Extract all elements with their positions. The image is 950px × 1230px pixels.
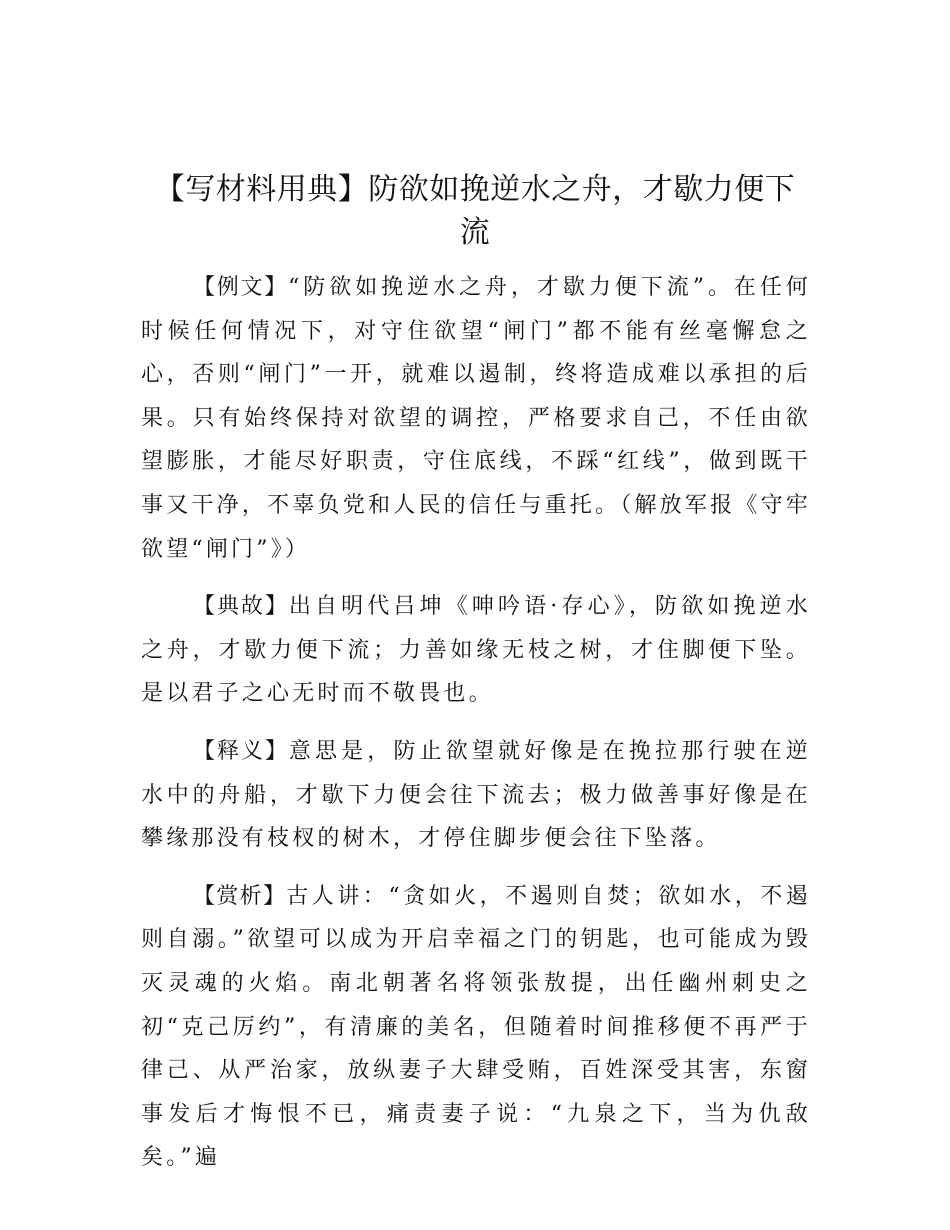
paragraph-text-interpretation: 意思是，防止欲望就好像是在挽拉那行驶在逆水中的舟船，才歇下力便会往下流去；极力做善事好像是在攀缘那没有枝杈的树木，才停住脚步便会往下坠落。 (141, 738, 811, 852)
paragraph-interpretation (141, 730, 811, 861)
document-title: 【写材料用典】防欲如挽逆水之舟，才歇力便下流 (154, 172, 796, 250)
paragraph-text-example: “防欲如挽逆水之舟，才歇力便下流”。在任何时候任何情况下，对守住欲望“闸门”都不能有丝毫懈怠之心，否则“闸门”一开，就难以遏制，终将造成难以承担的后果。只有始终保持对欲望的调控，严格要求自己，不任由欲望膨胀，才能尽好职责，守住底线，不踩“红线”，做到既干事又干净，不辜负党和人民的信任与重托。（解放军报《守牢欲望“闸门”》） (141, 275, 811, 562)
paragraph-label-example: 【例文】 (193, 275, 289, 300)
paragraph-analysis (141, 875, 811, 1180)
paragraph-label-analysis: 【赏析】 (193, 883, 287, 909)
paragraph-text-allusion: 出自明代吕坤《呻吟语·存心》，防欲如挽逆水之舟，才歇力便下流；力善如缘无枝之树，才住脚便下坠。是以君子之心无时而不敬畏也。 (141, 594, 811, 707)
paragraph-text-analysis: 古人讲：“贪如火，不遏则自焚；欲如水，不遏则自溺。”欲望可以成为开启幸福之门的钥匙，也可能成为毁灭灵魂的火焰。南北朝著名将领张敖提，出任幽州刺史之初“克己厉约”，有清廉的美名，但随着时间推移便不再严于律己、从严治家，放纵妻子大肆受贿，百姓深受其害，东窗事发后才悔恨不已，痛责妻子说：“九泉之下，当为仇敌矣。”遍 (141, 883, 811, 1171)
paragraph-label-allusion: 【典故】 (193, 594, 289, 620)
paragraph-label-interpretation: 【释义】 (193, 738, 289, 764)
paragraph-allusion (141, 585, 811, 716)
paragraph-example (141, 266, 811, 571)
document-body (141, 266, 811, 1194)
